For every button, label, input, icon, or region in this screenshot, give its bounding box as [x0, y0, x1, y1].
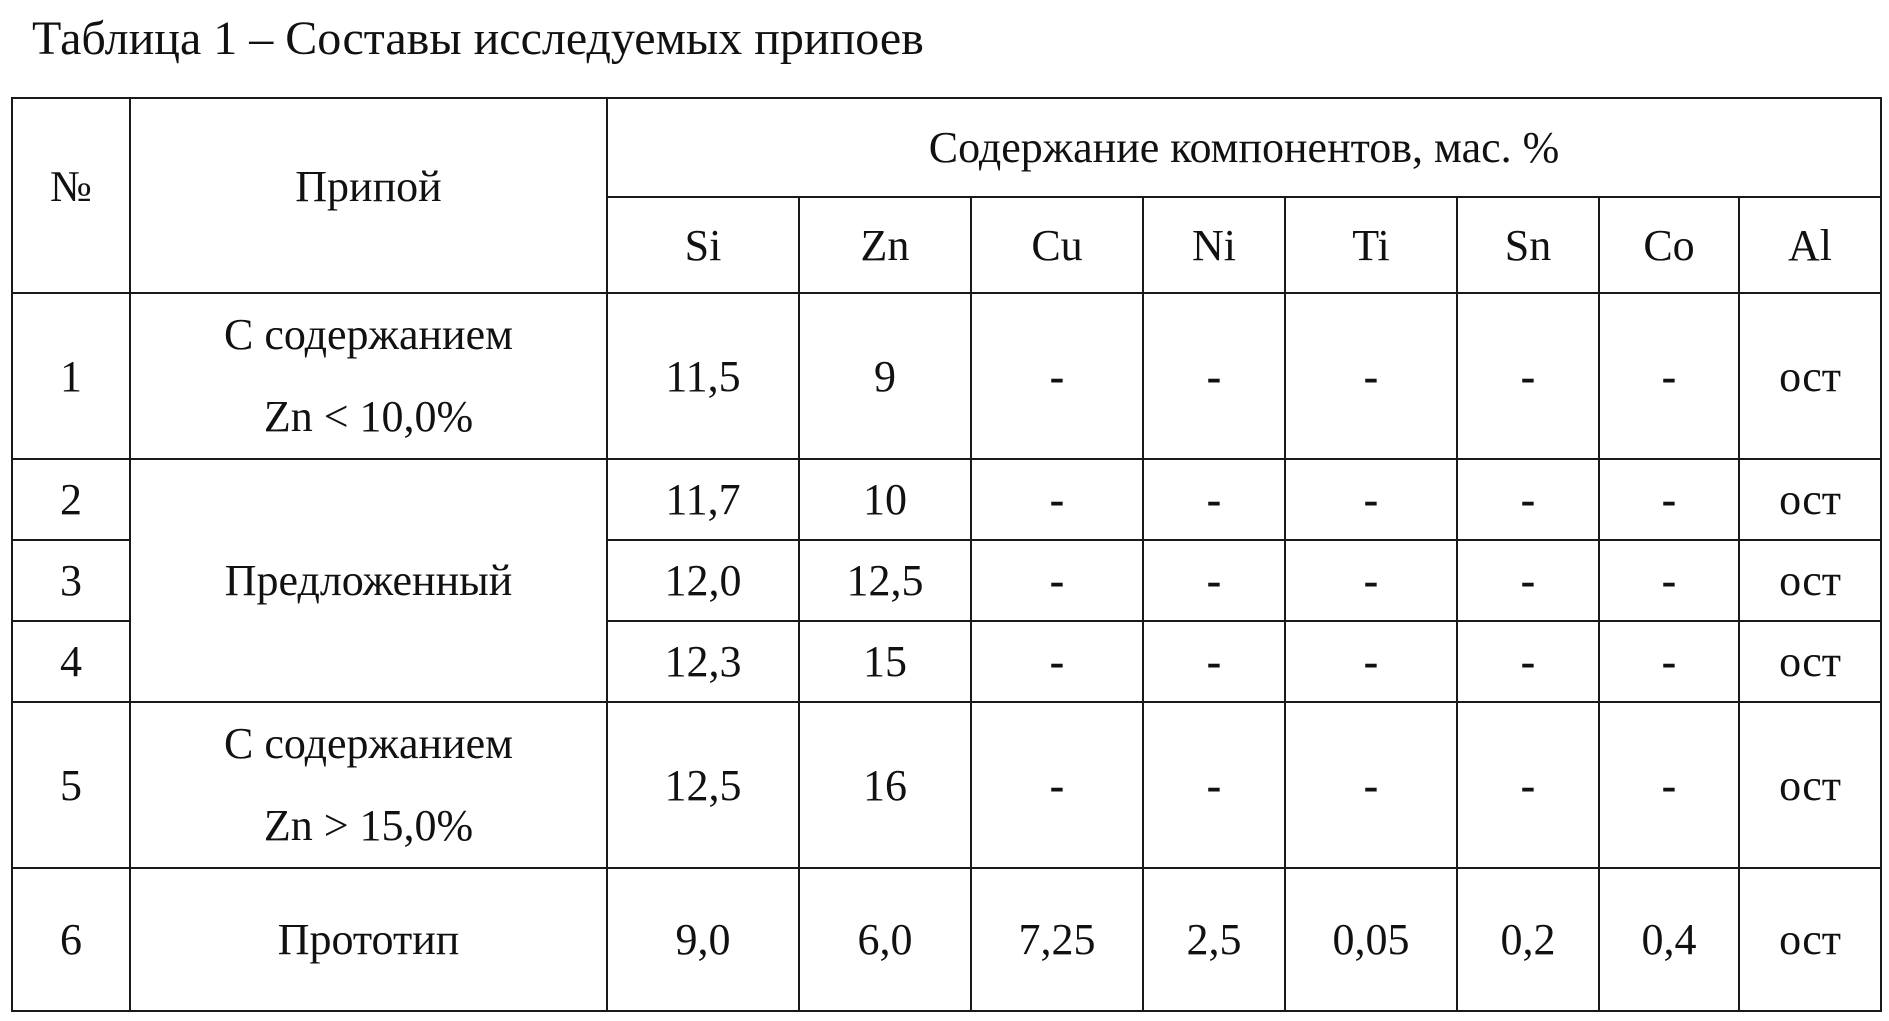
- cell-si: 12,3: [607, 621, 799, 702]
- cell-sn: 0,2: [1457, 868, 1599, 1011]
- cell-cu: 7,25: [971, 868, 1143, 1011]
- solder-name-line: С содержанием: [224, 719, 513, 768]
- row-number: 2: [12, 459, 130, 540]
- cell-si: 12,5: [607, 702, 799, 868]
- cell-sn: -: [1457, 621, 1599, 702]
- cell-al: ост: [1739, 868, 1881, 1011]
- cell-si: 12,0: [607, 540, 799, 621]
- cell-ni: -: [1143, 702, 1285, 868]
- cell-zn: 10: [799, 459, 971, 540]
- cell-co: -: [1599, 540, 1739, 621]
- cell-ti: -: [1285, 702, 1457, 868]
- cell-ti: -: [1285, 293, 1457, 459]
- cell-sn: -: [1457, 459, 1599, 540]
- cell-ni: -: [1143, 293, 1285, 459]
- solder-name-line: Zn < 10,0%: [263, 392, 474, 441]
- header-cu: Cu: [971, 197, 1143, 293]
- cell-co: -: [1599, 459, 1739, 540]
- cell-cu: -: [971, 293, 1143, 459]
- header-sn: Sn: [1457, 197, 1599, 293]
- cell-zn: 15: [799, 621, 971, 702]
- cell-cu: -: [971, 621, 1143, 702]
- table-row: [12, 702, 1881, 868]
- cell-sn: -: [1457, 702, 1599, 868]
- cell-ni: -: [1143, 459, 1285, 540]
- header-ni: Ni: [1143, 197, 1285, 293]
- cell-ti: -: [1285, 540, 1457, 621]
- cell-si: 11,5: [607, 293, 799, 459]
- solder-name-line: Zn > 15,0%: [263, 801, 474, 850]
- cell-sn: -: [1457, 540, 1599, 621]
- header-number: №: [12, 98, 130, 293]
- table-row: [12, 459, 1881, 540]
- cell-co: -: [1599, 702, 1739, 868]
- cell-ni: -: [1143, 621, 1285, 702]
- header-si: Si: [607, 197, 799, 293]
- cell-ti: 0,05: [1285, 868, 1457, 1011]
- cell-zn: 9: [799, 293, 971, 459]
- cell-ti: -: [1285, 459, 1457, 540]
- row-number: 6: [12, 868, 130, 1011]
- cell-cu: -: [971, 540, 1143, 621]
- cell-al: ост: [1739, 621, 1881, 702]
- cell-al: ост: [1739, 702, 1881, 868]
- cell-cu: -: [971, 702, 1143, 868]
- header-ti: Ti: [1285, 197, 1457, 293]
- solder-name-low-zn: [130, 293, 607, 459]
- cell-zn: 12,5: [799, 540, 971, 621]
- solder-name-high-zn: [130, 702, 607, 868]
- row-number: 1: [12, 293, 130, 459]
- cell-ni: 2,5: [1143, 868, 1285, 1011]
- cell-co: -: [1599, 621, 1739, 702]
- header-co: Co: [1599, 197, 1739, 293]
- cell-ni: -: [1143, 540, 1285, 621]
- row-number: 5: [12, 702, 130, 868]
- header-components-group: Содержание компонентов, мас. %: [607, 98, 1881, 197]
- cell-co: -: [1599, 293, 1739, 459]
- cell-si: 11,7: [607, 459, 799, 540]
- cell-zn: 6,0: [799, 868, 971, 1011]
- row-number: 4: [12, 621, 130, 702]
- header-al: Al: [1739, 197, 1881, 293]
- solder-name-prototype: Прототип: [130, 868, 607, 1011]
- solder-composition-table: [11, 97, 1882, 1012]
- cell-al: ост: [1739, 293, 1881, 459]
- cell-si: 9,0: [607, 868, 799, 1011]
- table-row: [12, 293, 1881, 459]
- row-number: 3: [12, 540, 130, 621]
- cell-cu: -: [971, 459, 1143, 540]
- cell-al: ост: [1739, 540, 1881, 621]
- cell-al: ост: [1739, 459, 1881, 540]
- cell-zn: 16: [799, 702, 971, 868]
- solder-name-proposed: Предложенный: [130, 459, 607, 702]
- header-zn: Zn: [799, 197, 971, 293]
- cell-sn: -: [1457, 293, 1599, 459]
- solder-name-line: С содержанием: [224, 310, 513, 359]
- table-caption: Таблица 1 – Составы исследуемых припоев: [32, 12, 924, 65]
- cell-ti: -: [1285, 621, 1457, 702]
- header-row-1: [12, 98, 1881, 197]
- table-row: [12, 868, 1881, 1011]
- header-solder: Припой: [130, 98, 607, 293]
- cell-co: 0,4: [1599, 868, 1739, 1011]
